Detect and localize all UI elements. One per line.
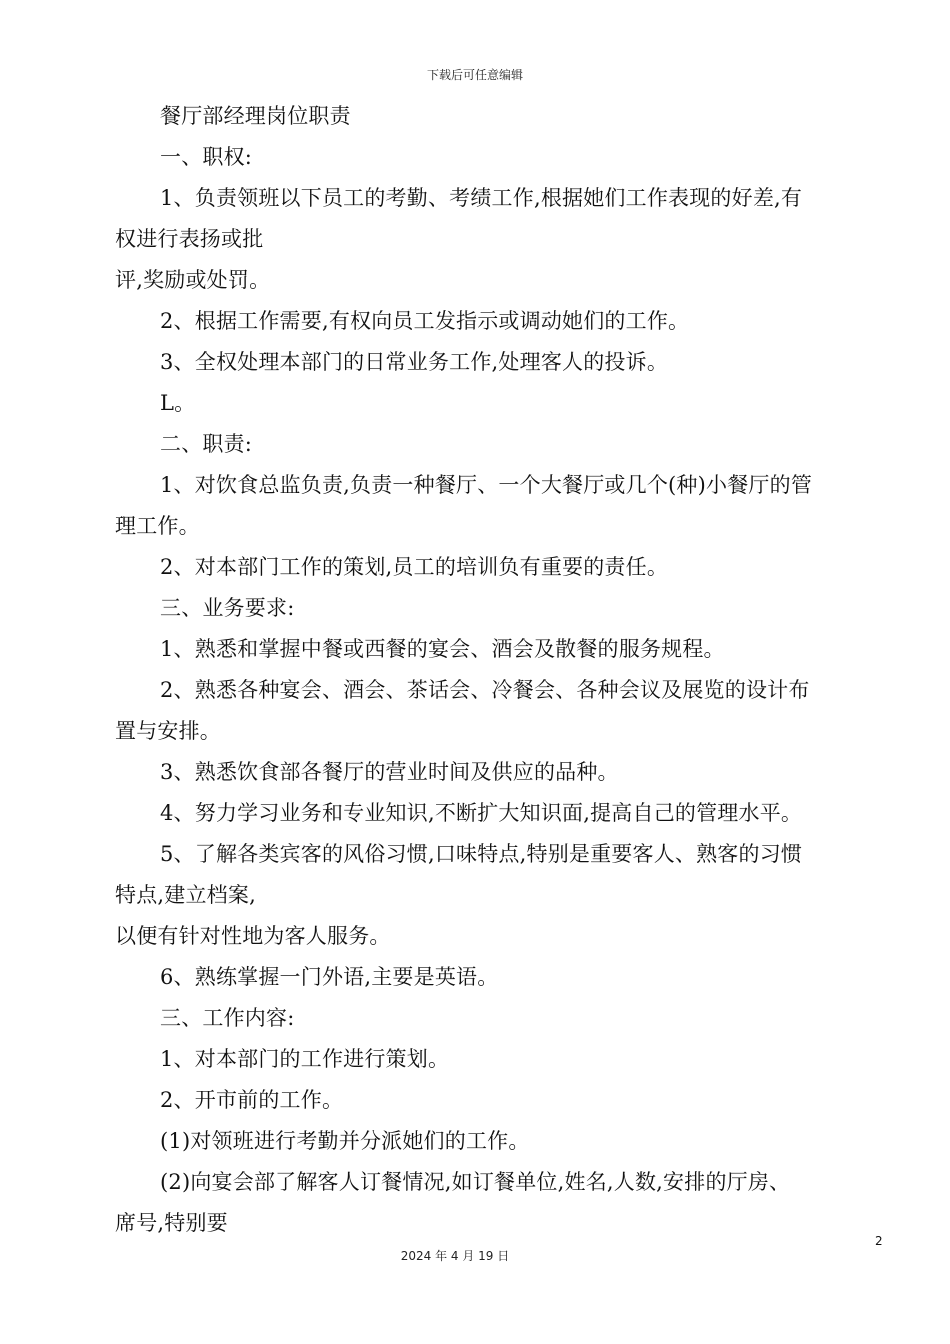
document-line: 5、了解各类宾客的风俗习惯,口味特点,特别是重要客人、熟客的习惯 [160, 842, 803, 866]
page-header: 下载后可任意编辑 [426, 68, 523, 82]
page-footer-date: 2024 年 4 月 19 日 [400, 1249, 510, 1263]
document-line: (1)对领班进行考勤并分派她们的工作。 [160, 1129, 530, 1153]
page-number: 2 [875, 1234, 883, 1248]
document-line: 餐厅部经理岗位职责 [160, 104, 351, 128]
document-line: 评,奖励或处罚。 [115, 268, 271, 292]
document-line: 1、对饮食总监负责,负责一种餐厅、一个大餐厅或几个(种)小餐厅的管 [160, 473, 813, 497]
document-line: 1、对本部门的工作进行策划。 [160, 1047, 450, 1071]
document-line: 2、对本部门工作的策划,员工的培训负有重要的责任。 [160, 555, 669, 579]
document-line: 1、熟悉和掌握中餐或西餐的宴会、酒会及散餐的服务规程。 [160, 637, 725, 661]
document-line: 三、工作内容: [160, 1006, 295, 1030]
document-line: 置与安排。 [115, 719, 221, 743]
document-line: 理工作。 [115, 514, 200, 538]
document-line: 三、业务要求: [160, 596, 295, 620]
document-line: 4、努力学习业务和专业知识,不断扩大知识面,提高自己的管理水平。 [160, 801, 803, 825]
document-line: L。 [160, 391, 196, 415]
document-body [115, 96, 890, 1244]
document-line: 3、熟悉饮食部各餐厅的营业时间及供应的品种。 [160, 760, 619, 784]
document-line: 特点,建立档案, [115, 883, 256, 907]
document-line: 2、开市前的工作。 [160, 1088, 344, 1112]
document-line: 1、负责领班以下员工的考勤、考绩工作,根据她们工作表现的好差,有 [160, 186, 803, 210]
document-line: 一、职权: [160, 145, 253, 169]
document-line: 2、根据工作需要,有权向员工发指示或调动她们的工作。 [160, 309, 690, 333]
document-line: 6、熟练掌握一门外语,主要是英语。 [160, 965, 499, 989]
document-line: (2)向宴会部了解客人订餐情况,如订餐单位,姓名,人数,安排的厅房、 [160, 1170, 791, 1194]
document-line: 席号,特别要 [115, 1211, 228, 1235]
document-line: 以便有针对性地为客人服务。 [115, 924, 391, 948]
document-line: 权进行表扬或批 [115, 227, 264, 251]
document-line: 3、全权处理本部门的日常业务工作,处理客人的投诉。 [160, 350, 669, 374]
document-line: 二、职责: [160, 432, 253, 456]
document-line: 2、熟悉各种宴会、酒会、茶话会、冷餐会、各种会议及展览的设计布 [160, 678, 810, 702]
